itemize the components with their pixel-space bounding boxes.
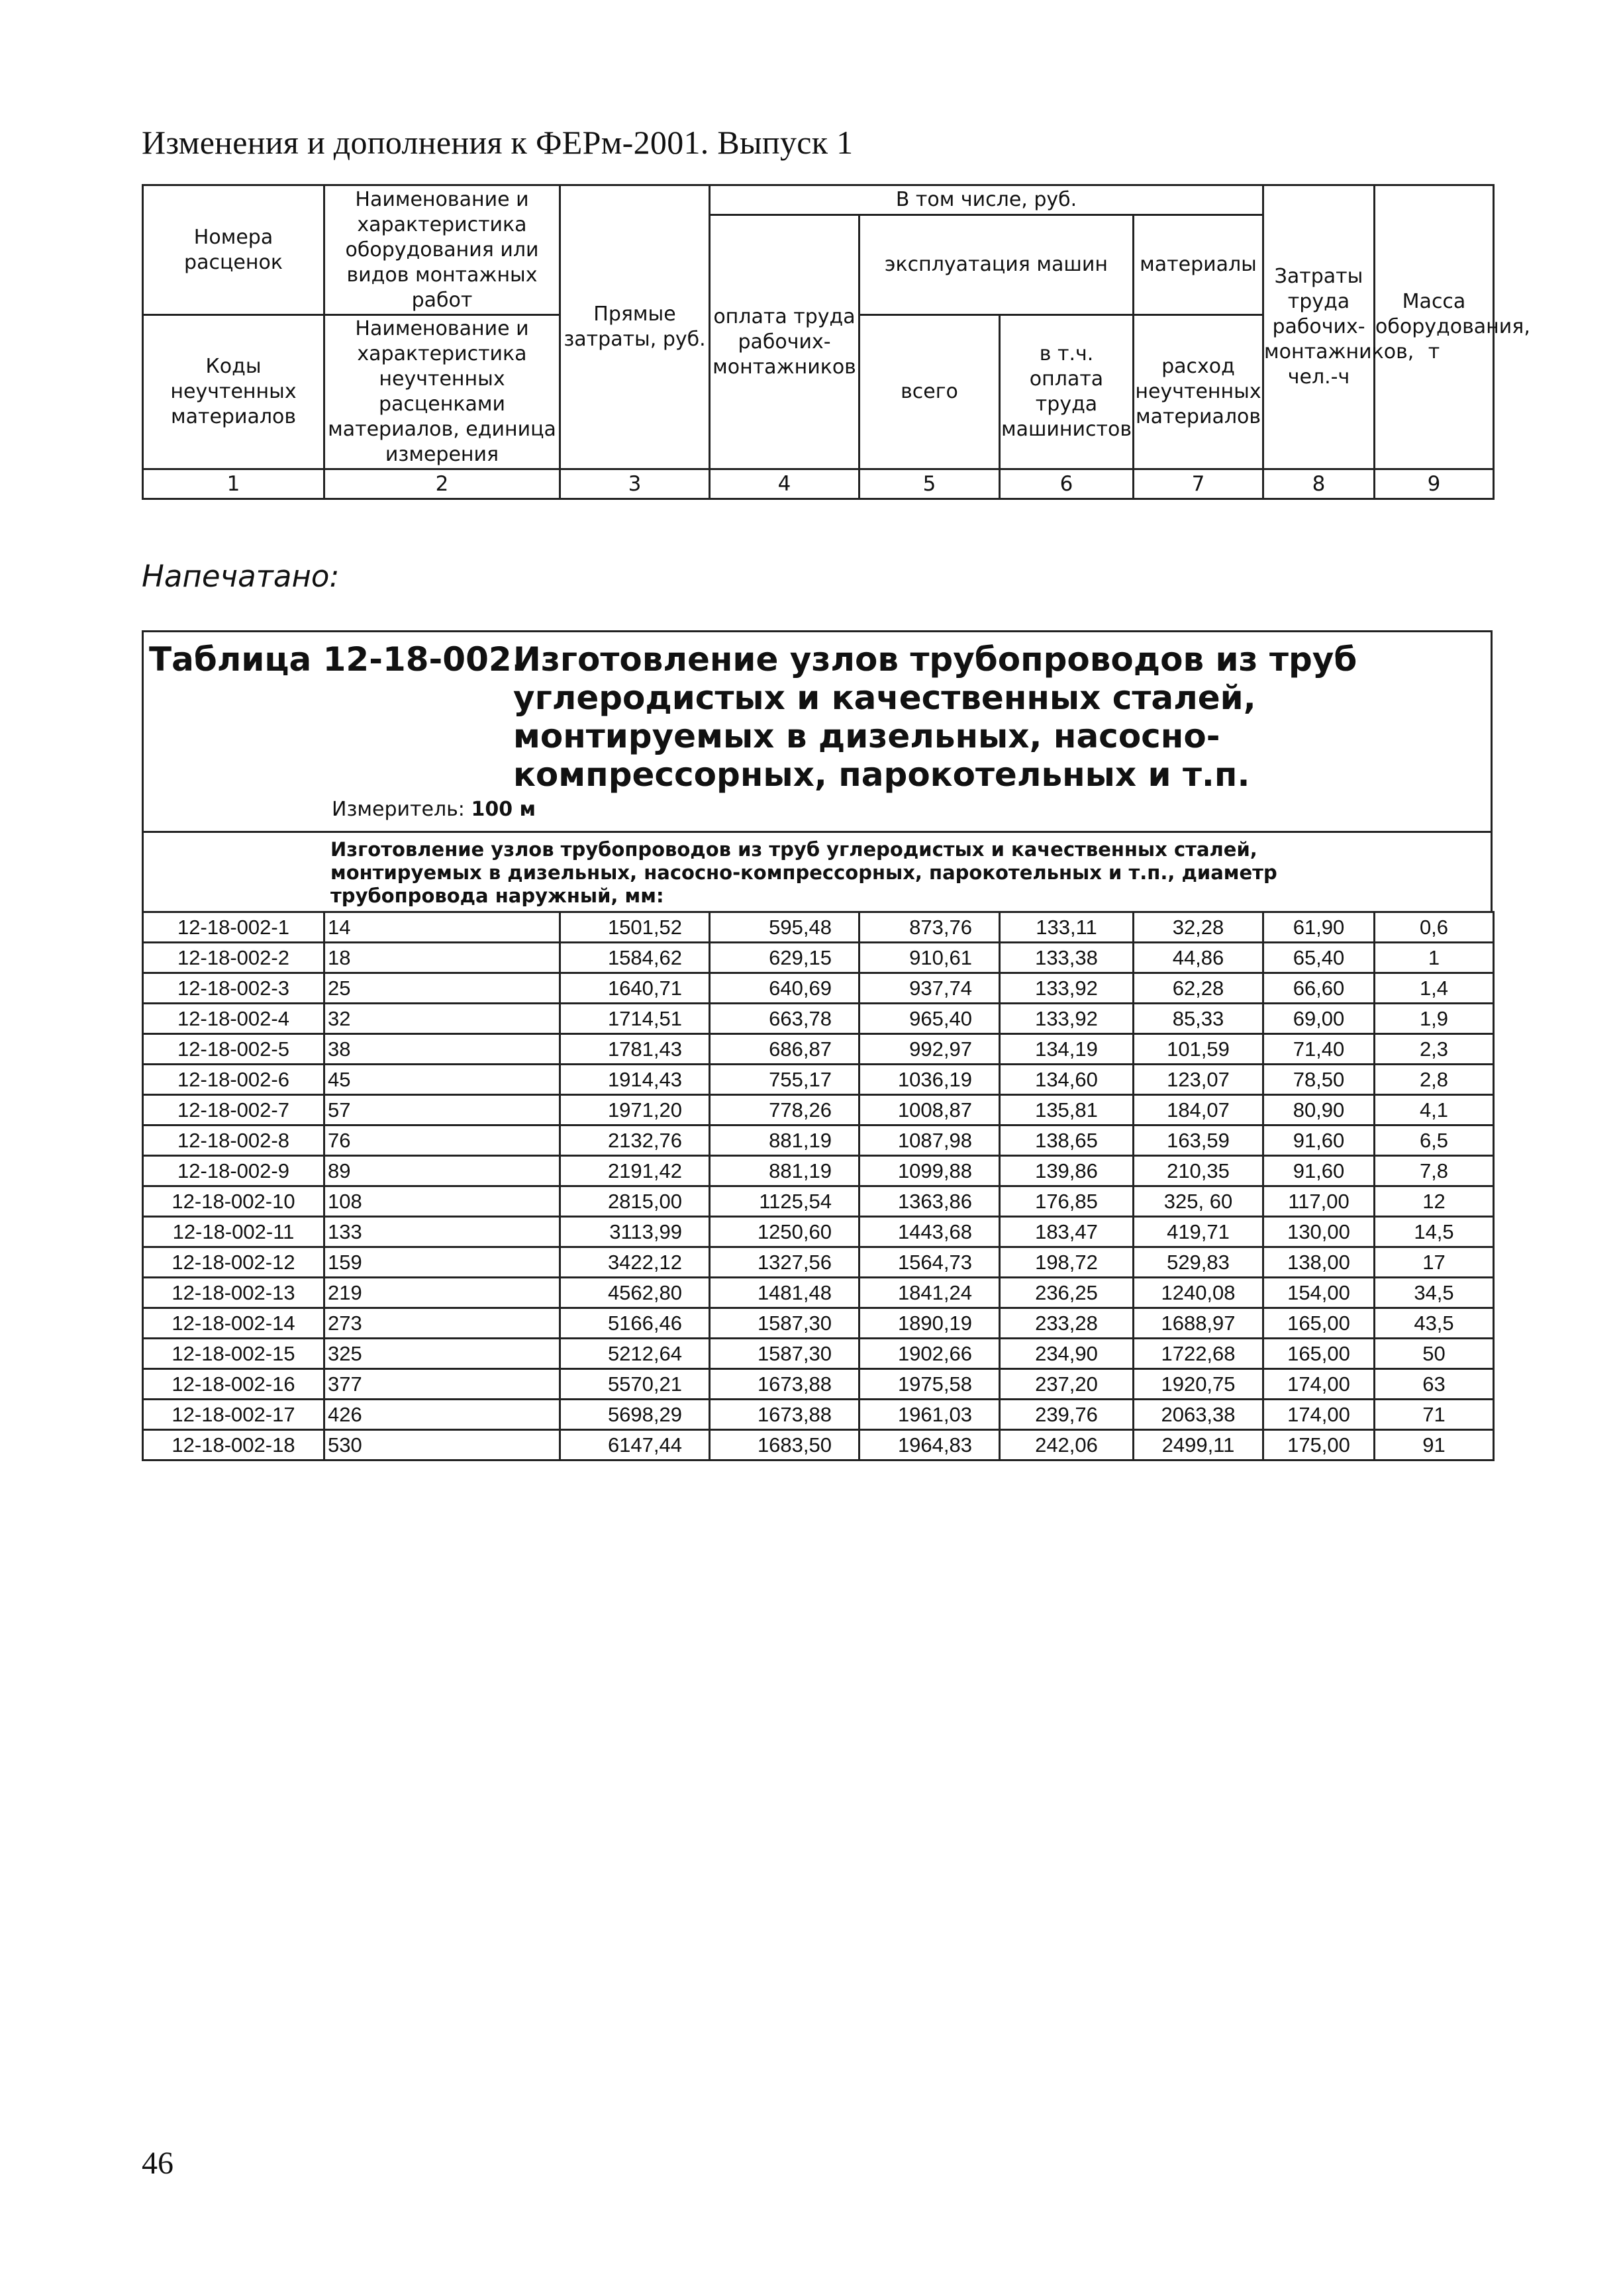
cell-code: 12-18-002-2 (143, 943, 324, 973)
cell-mass: 6,5 (1375, 1125, 1494, 1156)
cell-mach-labor: 134,19 (1000, 1034, 1134, 1065)
cell-mass: 71 (1375, 1400, 1494, 1430)
table-row (143, 1065, 1494, 1095)
cell-mach-labor: 133,38 (1000, 943, 1134, 973)
cell-labor: 1481,48 (710, 1278, 860, 1308)
cell-hours: 71,40 (1263, 1034, 1375, 1065)
cell-mass: 43,5 (1375, 1308, 1494, 1339)
header-mass: Масса оборудования, т (1375, 185, 1494, 469)
cell-mass: 1,4 (1375, 973, 1494, 1004)
cell-mach-total: 1087,98 (860, 1125, 1000, 1156)
cell-hours: 80,90 (1263, 1095, 1375, 1125)
cell-mass: 4,1 (1375, 1095, 1494, 1125)
header-codes-top: Номера расценок (143, 185, 324, 315)
table-row (143, 912, 1494, 943)
cell-hours: 165,00 (1263, 1308, 1375, 1339)
cell-materials: 184,07 (1134, 1095, 1263, 1125)
table-row (143, 1034, 1494, 1065)
cell-code: 12-18-002-9 (143, 1156, 324, 1186)
cell-code: 12-18-002-10 (143, 1186, 324, 1217)
cell-materials: 101,59 (1134, 1034, 1263, 1065)
cell-labor: 595,48 (710, 912, 860, 943)
cell-hours: 69,00 (1263, 1004, 1375, 1034)
header-name-bottom: Наименование и характеристика неучтенных расценками материалов, единица измерения (324, 315, 560, 469)
meter (332, 798, 536, 821)
cell-mass: 0,6 (1375, 912, 1494, 943)
col-number: 6 (1000, 469, 1134, 499)
cell-code: 12-18-002-3 (143, 973, 324, 1004)
cell-direct: 1714,51 (560, 1004, 710, 1034)
cell-diam: 25 (324, 973, 560, 1004)
cell-labor: 755,17 (710, 1065, 860, 1095)
main-table (142, 630, 1493, 1461)
header-group: В том числе, руб. (710, 185, 1263, 215)
table-row (143, 1308, 1494, 1339)
cell-mach-labor: 133,92 (1000, 973, 1134, 1004)
cell-diam: 108 (324, 1186, 560, 1217)
cell-materials: 1240,08 (1134, 1278, 1263, 1308)
cell-materials: 85,33 (1134, 1004, 1263, 1034)
cell-code: 12-18-002-5 (143, 1034, 324, 1065)
cell-mass: 50 (1375, 1339, 1494, 1369)
cell-mach-labor: 242,06 (1000, 1430, 1134, 1460)
cell-direct: 1501,52 (560, 912, 710, 943)
cell-mach-total: 1363,86 (860, 1186, 1000, 1217)
cell-mach-total: 992,97 (860, 1034, 1000, 1065)
table-row (143, 1369, 1494, 1400)
cell-materials: 163,59 (1134, 1125, 1263, 1156)
cell-direct: 3113,99 (560, 1217, 710, 1247)
cell-materials: 32,28 (1134, 912, 1263, 943)
cell-diam: 426 (324, 1400, 560, 1430)
header-materials: материалы (1134, 215, 1263, 315)
cell-mach-labor: 135,81 (1000, 1095, 1134, 1125)
cell-mach-total: 1443,68 (860, 1217, 1000, 1247)
cell-direct: 2815,00 (560, 1186, 710, 1217)
cell-hours: 91,60 (1263, 1156, 1375, 1186)
cell-mass: 34,5 (1375, 1278, 1494, 1308)
cell-code: 12-18-002-12 (143, 1247, 324, 1278)
table-row (143, 1339, 1494, 1369)
cell-diam: 14 (324, 912, 560, 943)
table-row (143, 1247, 1494, 1278)
cell-labor: 629,15 (710, 943, 860, 973)
cell-code: 12-18-002-16 (143, 1369, 324, 1400)
cell-direct: 5570,21 (560, 1369, 710, 1400)
cell-direct: 1584,62 (560, 943, 710, 973)
cell-mass: 2,3 (1375, 1034, 1494, 1065)
header-unaccounted-materials: расход неучтенных материалов (1134, 315, 1263, 469)
cell-mach-labor: 134,60 (1000, 1065, 1134, 1095)
col-number: 1 (143, 469, 324, 499)
cell-mass: 17 (1375, 1247, 1494, 1278)
meter-value: 100 м (471, 798, 536, 821)
cell-code: 12-18-002-14 (143, 1308, 324, 1339)
cell-mach-total: 1008,87 (860, 1095, 1000, 1125)
table-title (513, 640, 1357, 794)
header-labor-pay: оплата труда рабочих-монтажников (710, 215, 860, 469)
cell-labor: 663,78 (710, 1004, 860, 1034)
cell-labor: 1587,30 (710, 1308, 860, 1339)
cell-hours: 165,00 (1263, 1339, 1375, 1369)
cell-hours: 78,50 (1263, 1065, 1375, 1095)
cell-hours: 130,00 (1263, 1217, 1375, 1247)
cell-mach-total: 1890,19 (860, 1308, 1000, 1339)
cell-mass: 14,5 (1375, 1217, 1494, 1247)
col-number: 7 (1134, 469, 1263, 499)
cell-labor: 1327,56 (710, 1247, 860, 1278)
col-number: 3 (560, 469, 710, 499)
cell-mach-labor: 133,92 (1000, 1004, 1134, 1034)
cell-mach-total: 1036,19 (860, 1065, 1000, 1095)
cell-materials: 44,86 (1134, 943, 1263, 973)
cell-diam: 45 (324, 1065, 560, 1095)
header-machines-total: всего (860, 315, 1000, 469)
cell-code: 12-18-002-18 (143, 1430, 324, 1460)
cell-direct: 2132,76 (560, 1125, 710, 1156)
section-line: трубопровода наружный, мм: (330, 885, 664, 907)
cell-labor: 640,69 (710, 973, 860, 1004)
cell-code: 12-18-002-6 (143, 1065, 324, 1095)
cell-mass: 7,8 (1375, 1156, 1494, 1186)
cell-direct: 2191,42 (560, 1156, 710, 1186)
table-row (143, 1004, 1494, 1034)
cell-diam: 159 (324, 1247, 560, 1278)
table-title-label: Таблица 12-18-002. (149, 640, 524, 679)
cell-diam: 89 (324, 1156, 560, 1186)
section-heading-box (142, 831, 1493, 911)
col-number: 5 (860, 469, 1000, 499)
cell-hours: 174,00 (1263, 1369, 1375, 1400)
cell-diam: 18 (324, 943, 560, 973)
cell-diam: 377 (324, 1369, 560, 1400)
cell-labor: 1673,88 (710, 1400, 860, 1430)
cell-mach-total: 1099,88 (860, 1156, 1000, 1186)
table-row (143, 943, 1494, 973)
cell-hours: 65,40 (1263, 943, 1375, 973)
cell-code: 12-18-002-15 (143, 1339, 324, 1369)
cell-labor: 1125,54 (710, 1186, 860, 1217)
section-line: Изготовление узлов трубопроводов из труб углеродистых и качественных сталей, (330, 838, 1257, 861)
meter-label: Измеритель: (332, 798, 465, 821)
cell-hours: 154,00 (1263, 1278, 1375, 1308)
header-table (142, 184, 1530, 500)
cell-diam: 57 (324, 1095, 560, 1125)
table-title-line: углеродистых и качественных сталей, (513, 679, 1256, 717)
cell-mach-labor: 237,20 (1000, 1369, 1134, 1400)
table-row (143, 1278, 1494, 1308)
cell-hours: 91,60 (1263, 1125, 1375, 1156)
cell-mach-total: 1564,73 (860, 1247, 1000, 1278)
table-row (143, 1186, 1494, 1217)
cell-materials: 529,83 (1134, 1247, 1263, 1278)
table-row (143, 1400, 1494, 1430)
cell-hours: 138,00 (1263, 1247, 1375, 1278)
cell-materials: 2499,11 (1134, 1430, 1263, 1460)
table-row (143, 973, 1494, 1004)
cell-labor: 1587,30 (710, 1339, 860, 1369)
cell-mass: 1 (1375, 943, 1494, 973)
table-title-line: Изготовление узлов трубопроводов из труб (513, 640, 1357, 679)
cell-mach-labor: 133,11 (1000, 912, 1134, 943)
cell-direct: 1914,43 (560, 1065, 710, 1095)
cell-mach-total: 910,61 (860, 943, 1000, 973)
cell-mach-labor: 234,90 (1000, 1339, 1134, 1369)
cell-direct: 3422,12 (560, 1247, 710, 1278)
cell-materials: 419,71 (1134, 1217, 1263, 1247)
cell-materials: 1688,97 (1134, 1308, 1263, 1339)
cell-materials: 325, 60 (1134, 1186, 1263, 1217)
cell-direct: 1781,43 (560, 1034, 710, 1065)
cell-mass: 63 (1375, 1369, 1494, 1400)
cell-mach-labor: 138,65 (1000, 1125, 1134, 1156)
cell-labor: 1683,50 (710, 1430, 860, 1460)
header-number-row (143, 469, 1494, 499)
col-number: 2 (324, 469, 560, 499)
cell-code: 12-18-002-17 (143, 1400, 324, 1430)
cell-mach-labor: 233,28 (1000, 1308, 1134, 1339)
cell-mach-total: 1964,83 (860, 1430, 1000, 1460)
cell-direct: 1640,71 (560, 973, 710, 1004)
printed-label: Напечатано: (142, 559, 340, 594)
cell-labor: 881,19 (710, 1125, 860, 1156)
cell-hours: 174,00 (1263, 1400, 1375, 1430)
cell-code: 12-18-002-11 (143, 1217, 324, 1247)
cell-code: 12-18-002-8 (143, 1125, 324, 1156)
cell-diam: 76 (324, 1125, 560, 1156)
cell-mass: 1,9 (1375, 1004, 1494, 1034)
table-title-line: монтируемых в дизельных, насосно- (513, 717, 1220, 755)
section-heading (330, 838, 1277, 908)
table-row (143, 1430, 1494, 1460)
cell-direct: 5698,29 (560, 1400, 710, 1430)
cell-direct: 6147,44 (560, 1430, 710, 1460)
cell-mach-total: 873,76 (860, 912, 1000, 943)
cell-direct: 4562,80 (560, 1278, 710, 1308)
header-codes-bottom: Коды неучтенных материалов (143, 315, 324, 469)
cell-materials: 123,07 (1134, 1065, 1263, 1095)
cell-mach-labor: 239,76 (1000, 1400, 1134, 1430)
cell-materials: 62,28 (1134, 973, 1263, 1004)
table-title-box (142, 630, 1493, 831)
cell-mach-labor: 139,86 (1000, 1156, 1134, 1186)
cell-labor: 881,19 (710, 1156, 860, 1186)
cell-hours: 61,90 (1263, 912, 1375, 943)
cell-hours: 66,60 (1263, 973, 1375, 1004)
data-table (142, 911, 1495, 1461)
cell-labor: 1673,88 (710, 1369, 860, 1400)
table-row (143, 1217, 1494, 1247)
page-header: Изменения и дополнения к ФЕРм-2001. Выпуск 1 (142, 124, 854, 161)
col-number: 8 (1263, 469, 1375, 499)
cell-materials: 1722,68 (1134, 1339, 1263, 1369)
cell-code: 12-18-002-4 (143, 1004, 324, 1034)
section-line: монтируемых в дизельных, насосно-компрессорных, парокотельных и т.п., диаметр (330, 861, 1277, 884)
cell-direct: 5166,46 (560, 1308, 710, 1339)
table-row (143, 1095, 1494, 1125)
cell-direct: 1971,20 (560, 1095, 710, 1125)
page-number: 46 (142, 2146, 173, 2181)
cell-code: 12-18-002-13 (143, 1278, 324, 1308)
cell-diam: 325 (324, 1339, 560, 1369)
col-number: 9 (1375, 469, 1494, 499)
header-labor-hours: Затраты труда рабочих-монтажников, чел.-ч (1263, 185, 1375, 469)
table-row (143, 1156, 1494, 1186)
cell-labor: 686,87 (710, 1034, 860, 1065)
cell-mass: 12 (1375, 1186, 1494, 1217)
cell-diam: 38 (324, 1034, 560, 1065)
cell-materials: 2063,38 (1134, 1400, 1263, 1430)
cell-code: 12-18-002-1 (143, 912, 324, 943)
cell-mach-total: 1961,03 (860, 1400, 1000, 1430)
table-row (143, 1125, 1494, 1156)
cell-materials: 1920,75 (1134, 1369, 1263, 1400)
cell-mach-total: 1902,66 (860, 1339, 1000, 1369)
cell-mass: 91 (1375, 1430, 1494, 1460)
cell-mach-labor: 236,25 (1000, 1278, 1134, 1308)
cell-diam: 133 (324, 1217, 560, 1247)
table-title-line: компрессорных, парокотельных и т.п. (513, 755, 1250, 794)
header-direct-costs: Прямые затраты, руб. (560, 185, 710, 469)
cell-code: 12-18-002-7 (143, 1095, 324, 1125)
cell-diam: 32 (324, 1004, 560, 1034)
col-number: 4 (710, 469, 860, 499)
cell-mach-total: 937,74 (860, 973, 1000, 1004)
cell-labor: 1250,60 (710, 1217, 860, 1247)
cell-materials: 210,35 (1134, 1156, 1263, 1186)
cell-mach-total: 1841,24 (860, 1278, 1000, 1308)
cell-direct: 5212,64 (560, 1339, 710, 1369)
cell-mach-labor: 176,85 (1000, 1186, 1134, 1217)
cell-labor: 778,26 (710, 1095, 860, 1125)
cell-hours: 175,00 (1263, 1430, 1375, 1460)
cell-mach-labor: 198,72 (1000, 1247, 1134, 1278)
cell-mass: 2,8 (1375, 1065, 1494, 1095)
cell-hours: 117,00 (1263, 1186, 1375, 1217)
cell-mach-total: 1975,58 (860, 1369, 1000, 1400)
cell-mach-total: 965,40 (860, 1004, 1000, 1034)
header-name-top: Наименование и характеристика оборудования или видов монтажных работ (324, 185, 560, 315)
cell-diam: 530 (324, 1430, 560, 1460)
cell-diam: 273 (324, 1308, 560, 1339)
header-machines: эксплуатация машин (860, 215, 1134, 315)
cell-diam: 219 (324, 1278, 560, 1308)
cell-mach-labor: 183,47 (1000, 1217, 1134, 1247)
header-machinists-pay: в т.ч. оплата труда машинистов (1000, 315, 1134, 469)
